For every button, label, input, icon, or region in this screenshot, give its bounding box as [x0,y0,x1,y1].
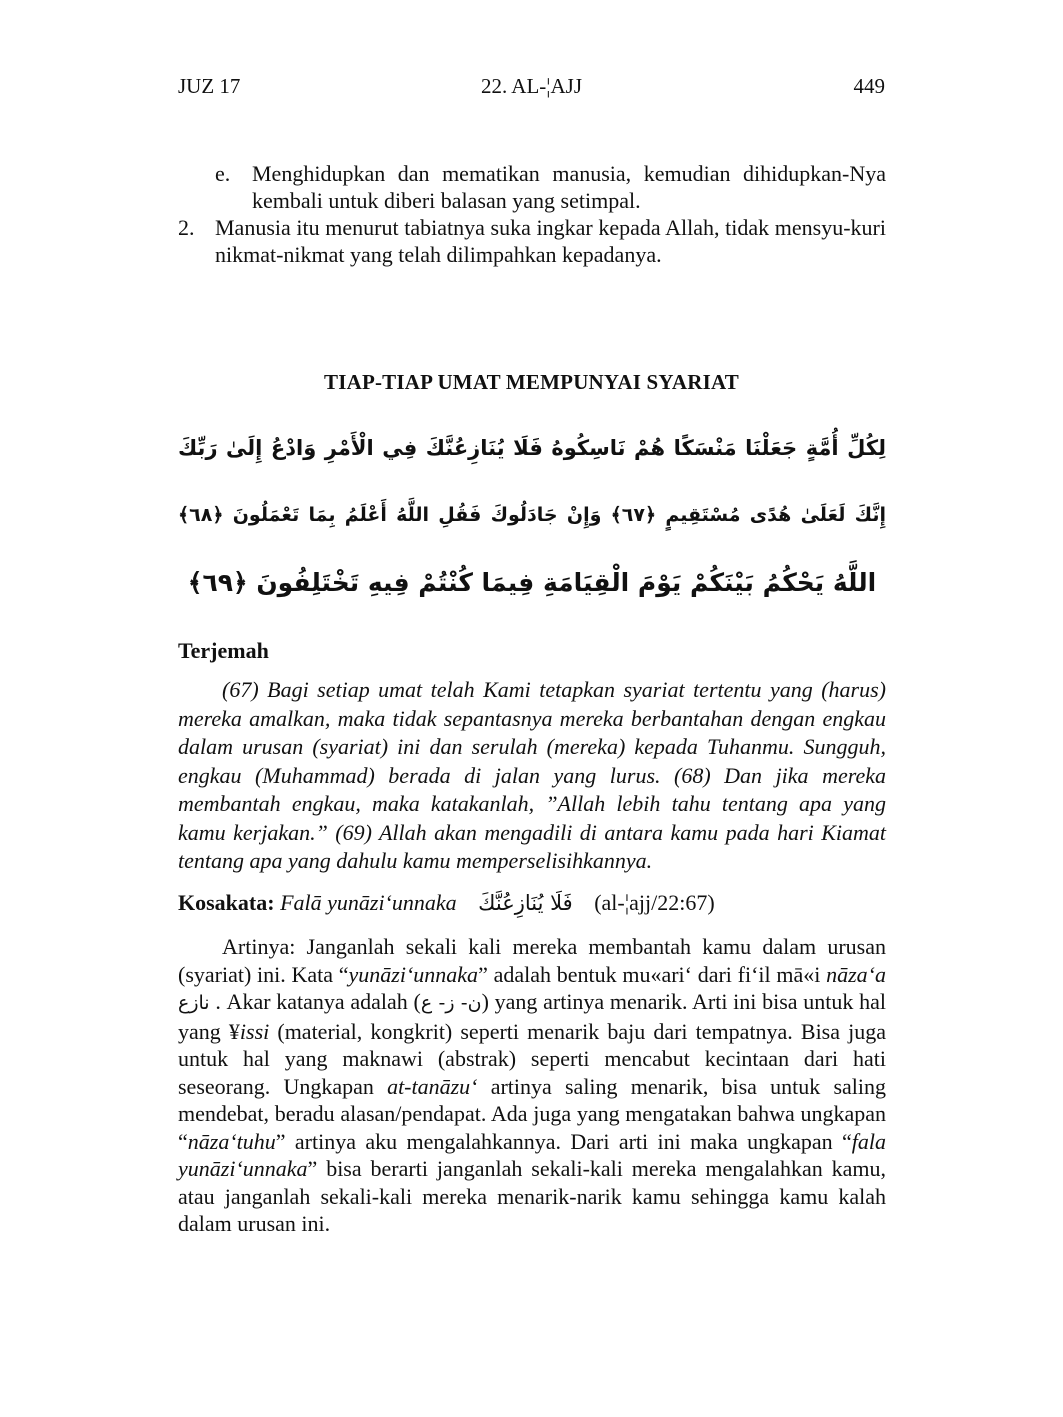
italic-term: at-tanāzu‘ [387,1073,478,1099]
list-item-text: Manusia itu menurut tabiatnya suka ingkar kepada Allah, tidak mensyu-kuri nikmat-nikmat yang telah dilimpahkan kepadanya. [215,215,886,267]
list-item-marker: 2. [178,215,195,240]
italic-term: nāza‘a [826,961,886,987]
text-run: ” bisa berarti janganlah sekali-kali mereka mengalahkan kamu, atau janganlah sekali-kali mereka menarik-narik kamu sehingga kamu kalah dalam urusan ini. [178,1156,886,1236]
list-item-marker: e. [215,161,231,186]
vocabulary-entry [178,890,715,916]
text-run: Artinya: Janganlah sekali kali mereka membantah kamu dalam urusan (syariat) ini. Kata “ [178,934,886,987]
page-number: 449 [853,74,885,98]
list-item-text: Menghidupkan dan mematikan manusia, kemudian dihidupkan-Nya kembali untuk diberi balasan yang setimpal. [252,161,886,213]
text-run: ) yang artinya menarik. Arti ini bisa untuk hal yang ¥ [178,989,887,1044]
arabic-verse-line: اللَّهُ يَحْكُمُ بَيْنَكُمْ يَوْمَ الْقِيَامَةِ فِيمَا كُنْتُمْ فِيهِ تَخْتَلِفُونَ ﴿٦٩﴾ [187,568,877,597]
vocabulary-label: Kosakata: [178,890,275,915]
running-header-surah: 22. AL-¦AJJ [480,74,583,98]
running-header-juz: JUZ 17 [178,74,241,98]
italic-term: nāza‘tuhu [187,1128,276,1154]
text-run: (material, kongkrit) seperti menarik baju dari tempatnya. Bisa juga untuk hal yang maknawi (abstrak) seperti mencabut kecintaan dari hati seseorang. Ungkapan [178,1018,886,1099]
arabic-verse-block [178,415,886,616]
italic-term: yunāzi‘unnaka [348,961,479,987]
arabic-root-letters: ن- ز- ع [420,992,482,1014]
vocabulary-explanation [178,933,886,1238]
translation-text: (67) Bagi setiap umat telah Kami tetapkan syariat tertentu yang (harus) mereka amalkan, maka tidak sepantasnya mereka berbantahan dengan engkau dalam urusan (syariat) ini dan serulah (mereka) kepada Tuhanmu. Sungguh, engkau (Muhammad) berada di jalan yang lurus. (68) Dan jika mereka membantah engkau, maka katakanlah, ”Allah lebih tahu tentang apa yang kamu kerjakan.” (69) Allah akan mengadili di antara kamu pada hari Kiamat tentang apa yang dahulu kamu memperselisihkannya. [178,677,886,873]
vocabulary-reference: (al-¦ajj/22:67) [594,890,715,915]
vocabulary-term: Falā yunāzi‘unnaka [280,890,457,915]
text-run: . Akar katanya adalah ( [215,989,421,1014]
section-title: TIAP-TIAP UMAT MEMPUNYAI SYARIAT [324,370,739,394]
translation-heading: Terjemah [178,638,269,663]
continued-list [178,160,886,268]
italic-term: issi [239,1018,270,1044]
arabic-word: نازع [178,992,210,1014]
list-item [178,160,886,214]
text-run: artinya saling menarik, bisa untuk saling mendebat, beradu alasan/pendapat. Ada juga yang mengatakan bahwa ungkapan “ [178,1073,886,1154]
text-run: ” adalah bentuk mu«ari‘ dari fi‘il mā«i [478,961,827,987]
list-item [178,214,886,268]
vocabulary-arabic: فَلَا يُنَازِعُنَّكَ [478,891,573,915]
arabic-verse-line: لِكُلِّ أُمَّةٍ جَعَلْنَا مَنْسَكًا هُمْ نَاسِكُوهُ فَلَا يُنَازِعُنَّكَ فِي الْأَمْرِ وَادْعُ إِلَىٰ رَبِّكَ [178,436,886,460]
italic-term: fala yunāzi‘unnaka [178,1128,886,1181]
text-run: ” artinya aku mengalahkannya. Dari arti ini maka ungkapan “ [275,1128,852,1154]
arabic-verse-line: إِنَّكَ لَعَلَىٰ هُدًى مُسْتَقِيمٍ ﴿٦٧﴾ وَإِنْ جَادَلُوكَ فَقُلِ اللَّهُ أَعْلَمُ بِمَا تَعْمَلُونَ ﴿٦٨﴾ [178,504,886,526]
